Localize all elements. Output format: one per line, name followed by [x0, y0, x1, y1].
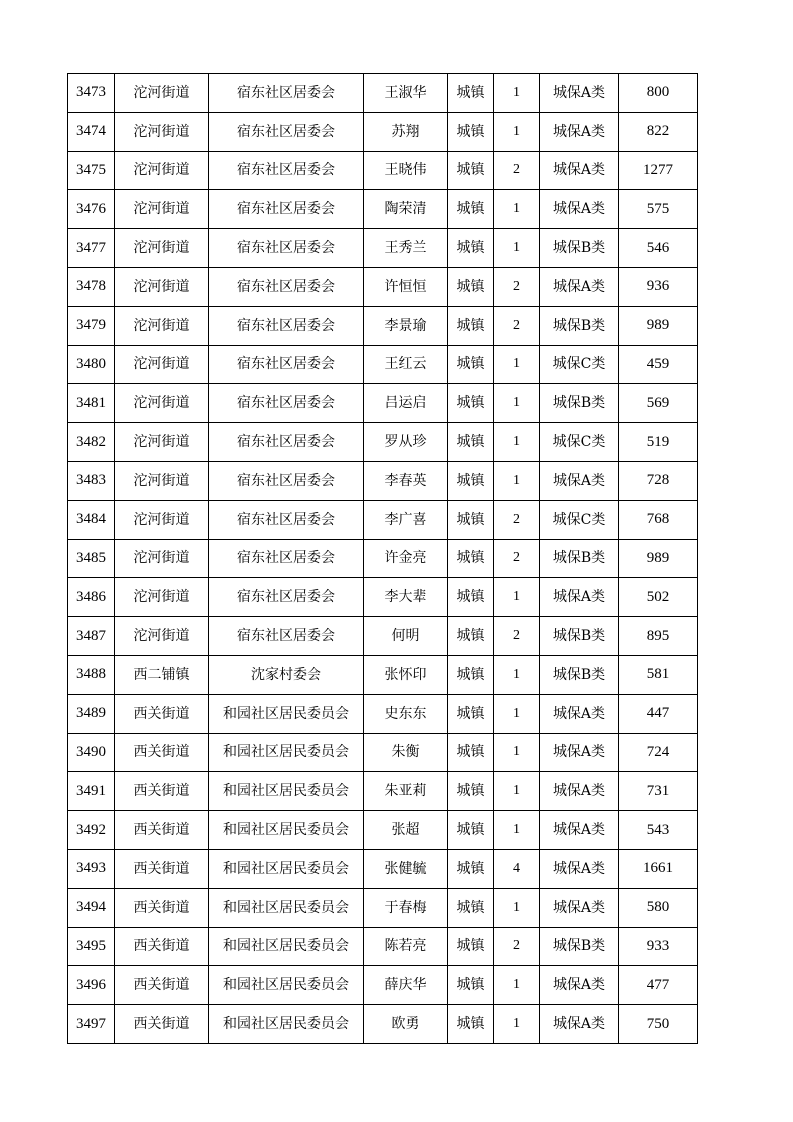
cell-area: 城镇: [448, 772, 494, 811]
cell-amount: 895: [619, 617, 698, 656]
cell-area: 城镇: [448, 112, 494, 151]
cell-category: 城保A类: [540, 74, 619, 113]
cell-id: 3480: [68, 345, 115, 384]
cell-name: 李景瑜: [364, 306, 448, 345]
cell-area: 城镇: [448, 811, 494, 850]
cell-committee: 宿东社区居委会: [209, 617, 364, 656]
cell-committee: 和园社区居民委员会: [209, 733, 364, 772]
cell-street: 西关街道: [115, 888, 209, 927]
cell-name: 王淑华: [364, 74, 448, 113]
cell-amount: 728: [619, 461, 698, 500]
cell-committee: 和园社区居民委员会: [209, 927, 364, 966]
cell-area: 城镇: [448, 306, 494, 345]
table-row: [68, 966, 698, 1005]
cell-count: 1: [494, 229, 540, 268]
cell-category: 城保B类: [540, 306, 619, 345]
cell-name: 朱亚莉: [364, 772, 448, 811]
cell-committee: 和园社区居民委员会: [209, 1005, 364, 1044]
cell-category: 城保C类: [540, 500, 619, 539]
cell-area: 城镇: [448, 461, 494, 500]
cell-name: 朱衡: [364, 733, 448, 772]
cell-area: 城镇: [448, 345, 494, 384]
cell-committee: 宿东社区居委会: [209, 267, 364, 306]
cell-category: 城保A类: [540, 578, 619, 617]
cell-committee: 宿东社区居委会: [209, 190, 364, 229]
cell-category: 城保C类: [540, 423, 619, 462]
table-row: [68, 539, 698, 578]
cell-area: 城镇: [448, 423, 494, 462]
table-row: [68, 112, 698, 151]
table-row: [68, 74, 698, 113]
cell-amount: 575: [619, 190, 698, 229]
cell-count: 1: [494, 966, 540, 1005]
table-row: [68, 229, 698, 268]
cell-area: 城镇: [448, 927, 494, 966]
cell-committee: 和园社区居民委员会: [209, 849, 364, 888]
cell-category: 城保A类: [540, 772, 619, 811]
cell-id: 3478: [68, 267, 115, 306]
cell-amount: 731: [619, 772, 698, 811]
cell-committee: 宿东社区居委会: [209, 384, 364, 423]
cell-committee: 宿东社区居委会: [209, 112, 364, 151]
cell-name: 王秀兰: [364, 229, 448, 268]
cell-amount: 936: [619, 267, 698, 306]
cell-area: 城镇: [448, 578, 494, 617]
table-row: [68, 1005, 698, 1044]
cell-id: 3481: [68, 384, 115, 423]
cell-street: 沱河街道: [115, 112, 209, 151]
roster-table: [67, 73, 698, 1044]
table-row: [68, 694, 698, 733]
cell-street: 西关街道: [115, 927, 209, 966]
cell-count: 1: [494, 112, 540, 151]
cell-count: 2: [494, 151, 540, 190]
cell-amount: 581: [619, 655, 698, 694]
cell-id: 3486: [68, 578, 115, 617]
cell-committee: 和园社区居民委员会: [209, 811, 364, 850]
cell-count: 1: [494, 694, 540, 733]
cell-street: 沱河街道: [115, 306, 209, 345]
cell-street: 沱河街道: [115, 151, 209, 190]
cell-name: 许恒恒: [364, 267, 448, 306]
cell-area: 城镇: [448, 733, 494, 772]
cell-amount: 569: [619, 384, 698, 423]
cell-id: 3479: [68, 306, 115, 345]
table-row: [68, 888, 698, 927]
cell-id: 3477: [68, 229, 115, 268]
cell-street: 沱河街道: [115, 229, 209, 268]
cell-street: 沱河街道: [115, 345, 209, 384]
cell-id: 3493: [68, 849, 115, 888]
cell-amount: 459: [619, 345, 698, 384]
cell-amount: 933: [619, 927, 698, 966]
cell-amount: 519: [619, 423, 698, 462]
cell-street: 西关街道: [115, 772, 209, 811]
roster-body: [68, 74, 698, 1044]
cell-name: 陈若亮: [364, 927, 448, 966]
cell-street: 西关街道: [115, 849, 209, 888]
cell-amount: 989: [619, 306, 698, 345]
cell-amount: 1277: [619, 151, 698, 190]
cell-category: 城保A类: [540, 811, 619, 850]
table-row: [68, 190, 698, 229]
cell-count: 2: [494, 306, 540, 345]
cell-id: 3490: [68, 733, 115, 772]
table-row: [68, 927, 698, 966]
cell-count: 1: [494, 74, 540, 113]
cell-street: 西关街道: [115, 1005, 209, 1044]
table-row: [68, 267, 698, 306]
table-row: [68, 733, 698, 772]
cell-street: 西关街道: [115, 811, 209, 850]
cell-amount: 447: [619, 694, 698, 733]
table-row: [68, 461, 698, 500]
cell-name: 李春英: [364, 461, 448, 500]
cell-count: 1: [494, 1005, 540, 1044]
cell-id: 3487: [68, 617, 115, 656]
table-row: [68, 423, 698, 462]
table-row: [68, 578, 698, 617]
cell-id: 3488: [68, 655, 115, 694]
cell-id: 3497: [68, 1005, 115, 1044]
cell-count: 2: [494, 539, 540, 578]
cell-count: 1: [494, 461, 540, 500]
cell-name: 陶荣清: [364, 190, 448, 229]
cell-count: 1: [494, 888, 540, 927]
table-row: [68, 151, 698, 190]
cell-id: 3483: [68, 461, 115, 500]
cell-count: 2: [494, 267, 540, 306]
table-row: [68, 384, 698, 423]
cell-name: 王晓伟: [364, 151, 448, 190]
cell-category: 城保A类: [540, 151, 619, 190]
cell-id: 3476: [68, 190, 115, 229]
cell-count: 1: [494, 384, 540, 423]
cell-count: 2: [494, 927, 540, 966]
cell-id: 3492: [68, 811, 115, 850]
table-row: [68, 306, 698, 345]
cell-street: 沱河街道: [115, 267, 209, 306]
cell-street: 西关街道: [115, 694, 209, 733]
cell-name: 李大辈: [364, 578, 448, 617]
table-row: [68, 345, 698, 384]
cell-street: 沱河街道: [115, 190, 209, 229]
cell-area: 城镇: [448, 1005, 494, 1044]
cell-id: 3494: [68, 888, 115, 927]
cell-committee: 宿东社区居委会: [209, 229, 364, 268]
cell-street: 西关街道: [115, 966, 209, 1005]
cell-id: 3473: [68, 74, 115, 113]
cell-committee: 宿东社区居委会: [209, 423, 364, 462]
cell-name: 史东东: [364, 694, 448, 733]
cell-street: 沱河街道: [115, 461, 209, 500]
cell-name: 罗从珍: [364, 423, 448, 462]
cell-category: 城保A类: [540, 190, 619, 229]
cell-amount: 477: [619, 966, 698, 1005]
cell-committee: 宿东社区居委会: [209, 461, 364, 500]
cell-count: 2: [494, 500, 540, 539]
cell-street: 沱河街道: [115, 617, 209, 656]
cell-street: 西二铺镇: [115, 655, 209, 694]
cell-name: 张怀印: [364, 655, 448, 694]
cell-id: 3485: [68, 539, 115, 578]
cell-count: 2: [494, 617, 540, 656]
cell-category: 城保A类: [540, 112, 619, 151]
cell-area: 城镇: [448, 539, 494, 578]
cell-count: 1: [494, 423, 540, 462]
cell-area: 城镇: [448, 500, 494, 539]
cell-category: 城保A类: [540, 694, 619, 733]
cell-category: 城保B类: [540, 617, 619, 656]
table-row: [68, 849, 698, 888]
cell-name: 吕运启: [364, 384, 448, 423]
cell-category: 城保A类: [540, 733, 619, 772]
cell-committee: 宿东社区居委会: [209, 345, 364, 384]
cell-area: 城镇: [448, 74, 494, 113]
cell-area: 城镇: [448, 384, 494, 423]
cell-name: 李广喜: [364, 500, 448, 539]
cell-street: 沱河街道: [115, 500, 209, 539]
cell-name: 何明: [364, 617, 448, 656]
cell-category: 城保C类: [540, 345, 619, 384]
cell-category: 城保B类: [540, 384, 619, 423]
cell-committee: 和园社区居民委员会: [209, 772, 364, 811]
cell-name: 薛庆华: [364, 966, 448, 1005]
cell-count: 1: [494, 190, 540, 229]
cell-id: 3495: [68, 927, 115, 966]
cell-category: 城保B类: [540, 927, 619, 966]
cell-committee: 宿东社区居委会: [209, 151, 364, 190]
cell-committee: 宿东社区居委会: [209, 578, 364, 617]
cell-category: 城保A类: [540, 966, 619, 1005]
cell-area: 城镇: [448, 617, 494, 656]
cell-id: 3474: [68, 112, 115, 151]
cell-area: 城镇: [448, 966, 494, 1005]
table-row: [68, 655, 698, 694]
cell-street: 沱河街道: [115, 423, 209, 462]
cell-category: 城保B类: [540, 229, 619, 268]
cell-name: 欧勇: [364, 1005, 448, 1044]
cell-category: 城保A类: [540, 849, 619, 888]
cell-amount: 800: [619, 74, 698, 113]
cell-area: 城镇: [448, 229, 494, 268]
cell-street: 沱河街道: [115, 384, 209, 423]
cell-street: 西关街道: [115, 733, 209, 772]
cell-category: 城保A类: [540, 461, 619, 500]
cell-count: 1: [494, 655, 540, 694]
cell-committee: 宿东社区居委会: [209, 539, 364, 578]
cell-area: 城镇: [448, 849, 494, 888]
cell-id: 3484: [68, 500, 115, 539]
cell-name: 张超: [364, 811, 448, 850]
cell-committee: 和园社区居民委员会: [209, 966, 364, 1005]
cell-category: 城保A类: [540, 267, 619, 306]
cell-id: 3489: [68, 694, 115, 733]
cell-id: 3496: [68, 966, 115, 1005]
cell-category: 城保A类: [540, 1005, 619, 1044]
cell-amount: 543: [619, 811, 698, 850]
cell-category: 城保A类: [540, 888, 619, 927]
cell-count: 1: [494, 811, 540, 850]
cell-name: 许金亮: [364, 539, 448, 578]
cell-count: 1: [494, 578, 540, 617]
cell-category: 城保B类: [540, 539, 619, 578]
cell-amount: 822: [619, 112, 698, 151]
table-row: [68, 500, 698, 539]
cell-street: 沱河街道: [115, 539, 209, 578]
cell-id: 3491: [68, 772, 115, 811]
cell-area: 城镇: [448, 655, 494, 694]
table-row: [68, 811, 698, 850]
cell-name: 王红云: [364, 345, 448, 384]
cell-area: 城镇: [448, 190, 494, 229]
cell-amount: 768: [619, 500, 698, 539]
cell-committee: 和园社区居民委员会: [209, 888, 364, 927]
table-row: [68, 617, 698, 656]
cell-amount: 724: [619, 733, 698, 772]
cell-name: 于春梅: [364, 888, 448, 927]
cell-count: 1: [494, 345, 540, 384]
table-row: [68, 772, 698, 811]
cell-amount: 1661: [619, 849, 698, 888]
cell-count: 1: [494, 733, 540, 772]
cell-area: 城镇: [448, 888, 494, 927]
cell-committee: 宿东社区居委会: [209, 74, 364, 113]
cell-committee: 宿东社区居委会: [209, 306, 364, 345]
cell-amount: 502: [619, 578, 698, 617]
cell-committee: 沈家村委会: [209, 655, 364, 694]
cell-amount: 580: [619, 888, 698, 927]
cell-amount: 750: [619, 1005, 698, 1044]
cell-area: 城镇: [448, 694, 494, 733]
cell-name: 苏翔: [364, 112, 448, 151]
cell-name: 张健毓: [364, 849, 448, 888]
cell-category: 城保B类: [540, 655, 619, 694]
cell-count: 1: [494, 772, 540, 811]
cell-street: 沱河街道: [115, 74, 209, 113]
cell-area: 城镇: [448, 151, 494, 190]
cell-street: 沱河街道: [115, 578, 209, 617]
cell-committee: 和园社区居民委员会: [209, 694, 364, 733]
cell-amount: 989: [619, 539, 698, 578]
cell-id: 3482: [68, 423, 115, 462]
cell-area: 城镇: [448, 267, 494, 306]
cell-count: 4: [494, 849, 540, 888]
cell-amount: 546: [619, 229, 698, 268]
cell-id: 3475: [68, 151, 115, 190]
cell-committee: 宿东社区居委会: [209, 500, 364, 539]
